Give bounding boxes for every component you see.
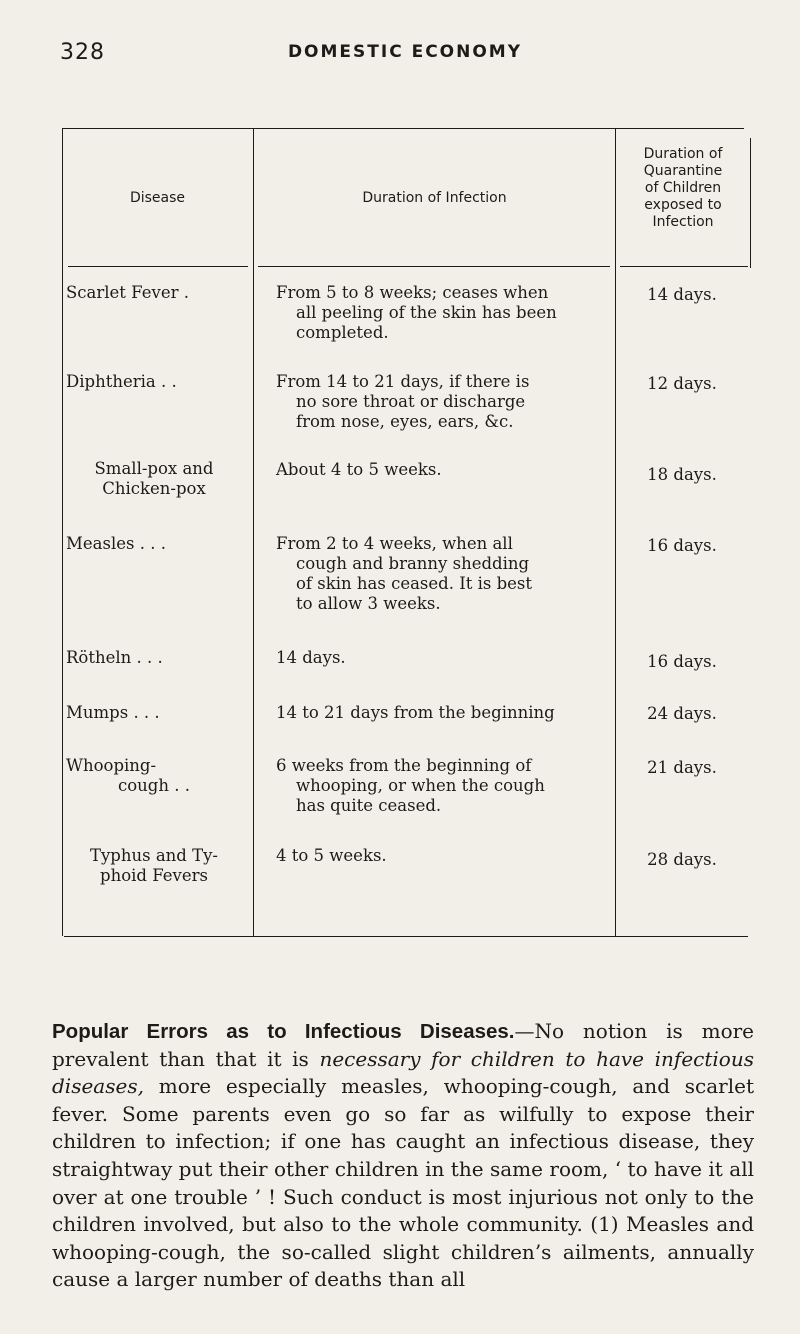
column-divider-1 <box>253 128 254 936</box>
infection-line: 14 to 21 days from the beginning <box>276 703 555 722</box>
paragraph-text: more especially measles, whooping-cough, and scarlet fever. Some parents even go so far as wilfully to expose their children to infection; if one has caught an infectious disease, they straightway put their other children in the same room, ‘ to have it all over at one trouble ’ ! Such conduct is most injurious not only to the children involved, but also to the whole community. (1) Measles and whooping-cough, the so-called slight children’s ailments, annually cause a larger number of deaths than all <box>52 1074 754 1292</box>
paragraph-title: Popular Errors as to Infectious Diseases. <box>52 1020 515 1043</box>
header-duration-of-infection: Duration of Infection <box>362 190 507 206</box>
header-quarantine <box>616 146 750 231</box>
table-row-quarantine: 14 days. <box>647 285 717 304</box>
paragraph-text: —No notion is more prevalent than that it is <box>52 1019 755 1071</box>
table-top-rule <box>62 128 744 129</box>
table-row-quarantine: 28 days. <box>647 850 717 869</box>
table-row-disease <box>58 756 250 796</box>
infection-line: whooping, or when the cough <box>296 776 545 795</box>
infection-line: From 14 to 21 days, if there is <box>276 372 530 391</box>
disease-line: Chicken-pox <box>102 479 206 498</box>
header-rule-disease <box>68 266 248 267</box>
infection-line: 4 to 5 weeks. <box>276 846 387 865</box>
table-left-border <box>62 128 63 936</box>
table-row-infection <box>276 534 621 614</box>
infection-line: all peeling of the skin has been <box>296 303 557 322</box>
running-head: DOMESTIC ECONOMY <box>287 42 523 62</box>
disease-line: Typhus and Ty- <box>89 846 219 865</box>
table-row-disease <box>66 283 246 303</box>
disease-line: Measles . . . <box>66 534 166 553</box>
header-quarantine-line: Infection <box>652 214 714 230</box>
infection-line: 6 weeks from the beginning of <box>276 756 532 775</box>
table-row-disease <box>58 846 250 886</box>
table-row-quarantine: 12 days. <box>647 374 717 393</box>
infection-line: from nose, eyes, ears, &c. <box>296 412 514 431</box>
table-row-quarantine: 16 days. <box>647 652 717 671</box>
table-row-disease <box>66 372 246 392</box>
disease-line: Mumps . . . <box>66 703 160 722</box>
header-quarantine-line: of Children <box>644 180 722 196</box>
table-bottom-rule <box>64 936 748 937</box>
table-row-quarantine: 18 days. <box>647 465 717 484</box>
infection-line: 14 days. <box>276 648 346 667</box>
infection-line: has quite ceased. <box>296 796 442 815</box>
page-header <box>60 40 750 80</box>
table-row-disease <box>58 459 250 499</box>
header-disease: Disease <box>129 190 186 206</box>
disease-line: Scarlet Fever . <box>66 283 189 302</box>
infection-line: From 5 to 8 weeks; ceases when <box>276 283 549 302</box>
table-row-disease <box>66 703 246 723</box>
header-quarantine-line: Quarantine <box>643 163 723 179</box>
table-row-quarantine: 21 days. <box>647 758 717 777</box>
header-quarantine-line: exposed to <box>644 197 722 213</box>
table-row-infection <box>276 703 621 723</box>
disease-line: Small-pox and <box>94 459 214 478</box>
infection-line: About 4 to 5 weeks. <box>276 460 442 479</box>
paragraph-italic: necessary for children to have infectious diseases, <box>52 1046 754 1099</box>
table-row-quarantine: 16 days. <box>647 536 717 555</box>
table-right-border <box>750 138 751 268</box>
paragraph-popular-errors <box>52 1018 754 1294</box>
header-quarantine-line: Duration of <box>643 146 723 162</box>
disease-line: phoid Fevers <box>100 866 208 885</box>
table-row-infection <box>276 283 621 343</box>
infection-line: of skin has ceased. It is best <box>296 574 533 593</box>
infection-line: no sore throat or discharge <box>296 392 526 411</box>
table-row-infection <box>276 648 621 668</box>
infection-line: to allow 3 weeks. <box>296 594 441 613</box>
table-row-infection <box>276 372 621 432</box>
header-rule-quarantine <box>620 266 748 267</box>
table-row-disease <box>66 534 246 554</box>
page-number: 328 <box>60 40 105 65</box>
header-rule-duration <box>258 266 610 267</box>
table-row-quarantine: 24 days. <box>647 704 717 723</box>
table-row-infection <box>276 460 621 480</box>
table-row-disease <box>66 648 246 668</box>
infection-line: completed. <box>296 323 389 342</box>
disease-line: Whooping- <box>66 756 157 775</box>
disease-line: cough . . <box>118 776 190 795</box>
infection-line: cough and branny shedding <box>296 554 530 573</box>
disease-line: Rötheln . . . <box>66 648 163 667</box>
disease-line: Diphtheria . . <box>66 372 177 391</box>
infection-line: From 2 to 4 weeks, when all <box>276 534 513 553</box>
table-row-infection <box>276 756 621 816</box>
table-row-infection <box>276 846 621 866</box>
